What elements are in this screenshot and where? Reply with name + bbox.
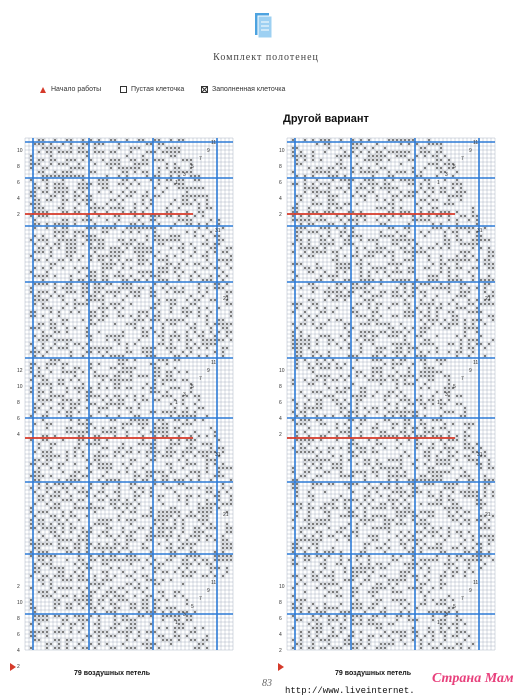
row-label-left: 2: [17, 584, 20, 590]
row-label-left: 8: [17, 400, 20, 406]
row-label-right: 31: [215, 452, 221, 458]
chart-right-caption: 79 воздушных петель: [335, 670, 412, 677]
row-label-left: 10: [17, 384, 23, 390]
watermark: Страна Мам: [432, 671, 514, 686]
row-label-left: 10: [279, 368, 285, 374]
row-label-left: 4: [17, 196, 20, 202]
row-label-right: 9: [469, 588, 472, 594]
book-title: Комплект полотенец: [213, 52, 319, 63]
row-label-left: 2: [17, 212, 20, 218]
row-label-right: 21: [223, 512, 229, 518]
row-label-right: 7: [199, 376, 202, 382]
row-label-left: 6: [17, 632, 20, 638]
source-url: http://www.liveinternet.: [285, 686, 415, 696]
page-number: 83: [262, 678, 272, 689]
row-label-right: 7: [461, 156, 464, 162]
start-marker-right: [278, 663, 284, 671]
row-label-right: 1: [175, 620, 178, 626]
row-label-right: 5: [191, 164, 194, 170]
row-label-left: 2: [279, 648, 282, 654]
row-label-left: 2: [279, 432, 282, 438]
row-label-right: 9: [207, 368, 210, 374]
row-label-right: 9: [207, 148, 210, 154]
row-label-right: 1: [437, 620, 440, 626]
row-label-left: 6: [17, 416, 20, 422]
row-label-right: 11: [211, 580, 217, 586]
row-label-right: 5: [191, 384, 194, 390]
row-label-right: 7: [461, 376, 464, 382]
legend-empty-label: Пустая клеточка: [131, 86, 185, 93]
row-label-right: 5: [453, 164, 456, 170]
row-label-left: 10: [279, 584, 285, 590]
row-label-left: 4: [279, 416, 282, 422]
row-label-left: 4: [279, 196, 282, 202]
row-label-right: 7: [199, 596, 202, 602]
row-label-right: 3: [183, 612, 186, 618]
row-label-right: 21: [223, 296, 229, 302]
row-label-right: 1: [437, 180, 440, 186]
row-label-right: 1: [175, 180, 178, 186]
row-label-left: 8: [279, 164, 282, 170]
row-label-right: 3: [183, 392, 186, 398]
row-label-right: 1: [175, 400, 178, 406]
row-label-right: 1: [437, 400, 440, 406]
row-label-left: 8: [279, 384, 282, 390]
start-marker-left: [10, 663, 16, 671]
row-label-right: 31: [477, 452, 483, 458]
row-label-right: 11: [473, 140, 479, 146]
row-label-right: 3: [445, 612, 448, 618]
chart-left: [17, 138, 233, 670]
variant-title: Другой вариант: [283, 113, 369, 125]
row-label-right: 31: [477, 228, 483, 234]
row-label-right: 3: [445, 172, 448, 178]
row-label-left: 2: [279, 212, 282, 218]
legend-filled-label: Заполненная клеточка: [212, 86, 286, 93]
row-label-right: 21: [485, 512, 491, 518]
row-label-right: 9: [207, 588, 210, 594]
row-label-right: 5: [453, 604, 456, 610]
row-label-right: 5: [191, 604, 194, 610]
row-label-right: 11: [211, 360, 217, 366]
row-label-right: 11: [211, 140, 217, 146]
row-label-left: 10: [17, 600, 23, 606]
row-label-left: 12: [17, 368, 23, 374]
row-label-left: 8: [17, 164, 20, 170]
row-label-left: 10: [17, 148, 23, 154]
row-label-right: 31: [215, 228, 221, 234]
row-labels-left: [279, 148, 285, 654]
row-label-right: 3: [183, 172, 186, 178]
row-label-left: 6: [279, 400, 282, 406]
row-label-right: 11: [473, 580, 479, 586]
row-label-left: 4: [279, 632, 282, 638]
row-label-right: 3: [445, 392, 448, 398]
row-label-right: 7: [461, 596, 464, 602]
row-label-left: 8: [17, 616, 20, 622]
row-label-left: 10: [279, 148, 285, 154]
row-label-left: 4: [17, 648, 20, 654]
row-label-left: 8: [279, 600, 282, 606]
row-label-right: 21: [485, 296, 491, 302]
row-label-left: 6: [17, 180, 20, 186]
chart-right: [279, 138, 495, 654]
row-label-left: 2: [17, 664, 20, 670]
row-label-left: 6: [279, 180, 282, 186]
legend-start-label: Начало работы: [51, 86, 102, 93]
row-label-right: 7: [199, 156, 202, 162]
chart-left-caption: 79 воздушных петель: [74, 670, 151, 677]
row-labels-left: [17, 148, 23, 670]
row-label-right: 9: [469, 148, 472, 154]
row-label-right: 11: [473, 360, 479, 366]
row-label-right: 9: [469, 368, 472, 374]
row-label-right: 5: [453, 384, 456, 390]
row-label-left: 6: [279, 616, 282, 622]
row-label-left: 4: [17, 432, 20, 438]
